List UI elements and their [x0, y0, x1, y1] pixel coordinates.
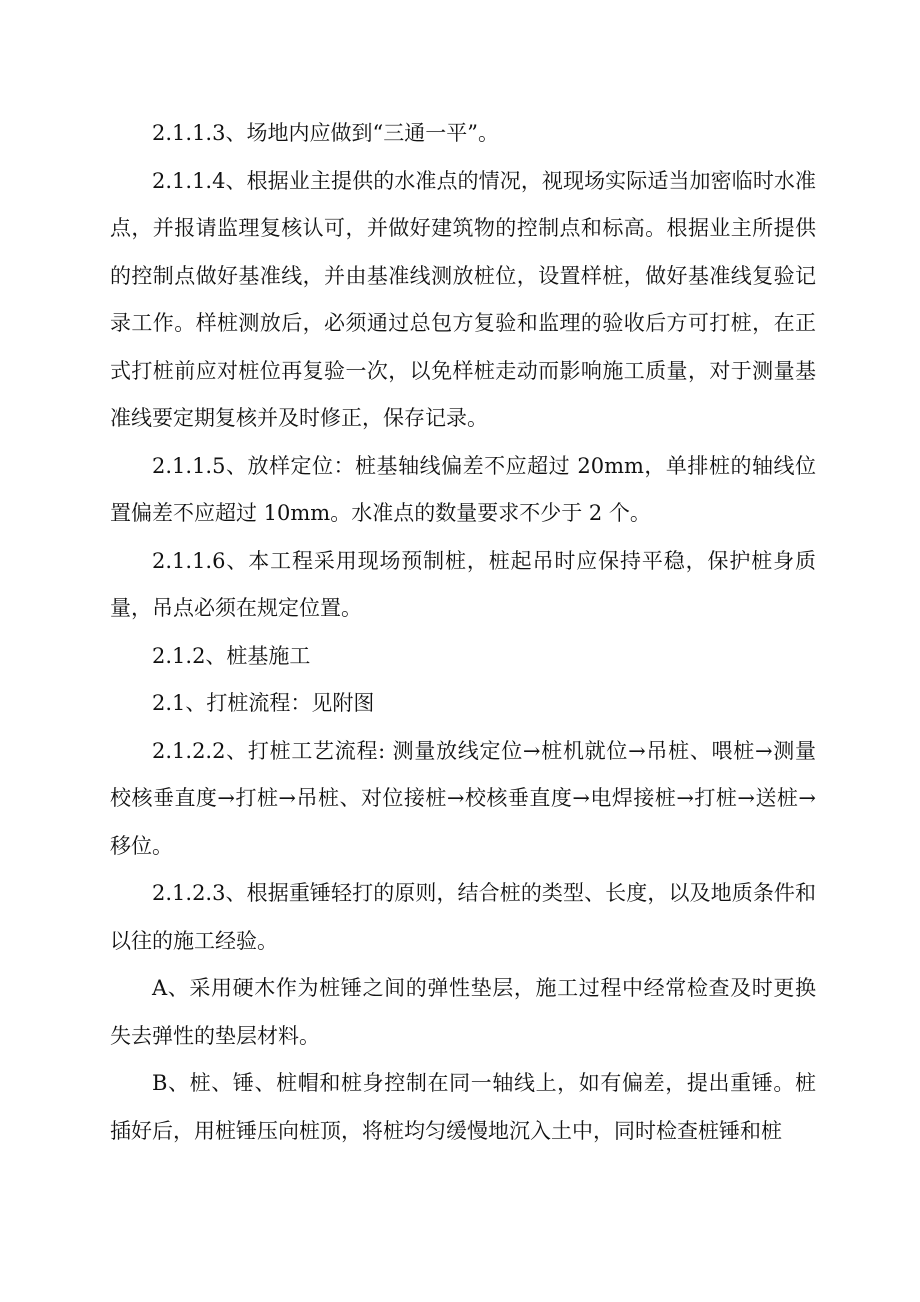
paragraph-item-a: A、采用硬木作为桩锤之间的弹性垫层，施工过程中经常检查及时更换失去弹性的垫层材料。: [110, 976, 816, 1048]
paragraph-2-1-1-5: 2.1.1.5、放样定位：桩基轴线偏差不应超过 20mm，单排桩的轴线位置偏差不应超过 10mm。水准点的数量要求不少于 2 个。: [110, 453, 816, 525]
paragraph-2-1-1-6: 2.1.1.6、本工程采用现场预制桩，桩起吊时应保持平稳，保护桩身质量，吊点必须在规定位置。: [110, 548, 816, 620]
paragraph-2-1-process: 2.1、打桩流程：见附图: [152, 691, 375, 715]
document-body: [110, 110, 816, 1155]
paragraph-2-1-2-2: 2.1.2.2、打桩工艺流程: 测量放线定位→桩机就位→吊桩、喂桩→测量校核垂直度→打桩→吊桩、对位接桩→校核垂直度→电焊接桩→打桩→送桩→移位。: [110, 738, 816, 858]
section-heading-2-1-2: 2.1.2、桩基施工: [152, 643, 311, 668]
paragraph-2-1-1-3: 2.1.1.3、场地内应做到“三通一平”。: [152, 121, 499, 145]
paragraph-2-1-1-4: 2.1.1.4、根据业主提供的水准点的情况，视现场实际适当加密临时水准点，并报请监理复核认可，并做好建筑物的控制点和标高。根据业主所提供的控制点做好基准线，并由基准线测放桩位，设置样桩，做好基准线复验记录工作。样桩测放后，必须通过总包方复验和监理的验收后方可打桩，在正式打桩前应对桩位再复验一次，以免样桩走动而影响施工质量，对于测量基准线要定期复核并及时修正，保存记录。: [110, 168, 816, 430]
paragraph-2-1-2-3: 2.1.2.3、根据重锤轻打的原则，结合桩的类型、长度，以及地质条件和以往的施工经验。: [110, 881, 816, 953]
paragraph-item-b: B、桩、锤、桩帽和桩身控制在同一轴线上，如有偏差，提出重锤。桩插好后，用桩锤压向桩顶，将桩均匀缓慢地沉入土中，同时检查桩锤和桩: [110, 1071, 816, 1143]
